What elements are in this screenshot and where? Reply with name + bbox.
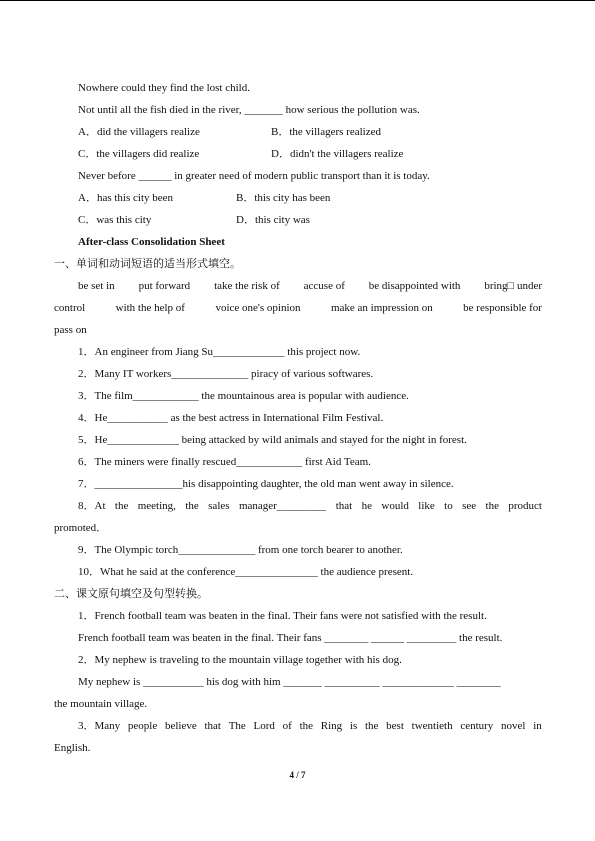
word-bank-item: be set in bbox=[78, 280, 115, 292]
option: B．this city has been bbox=[236, 192, 331, 204]
word: product bbox=[508, 500, 542, 512]
word-bank-item: pass on bbox=[54, 324, 87, 336]
word: 8．At bbox=[78, 500, 106, 512]
word: believe bbox=[164, 720, 197, 732]
word-bank-row-1 bbox=[78, 279, 542, 293]
question: 10．What he said at the conference_______________ the audience present. bbox=[78, 566, 414, 578]
word: that bbox=[204, 720, 221, 732]
word: people bbox=[127, 720, 158, 732]
word: best bbox=[386, 720, 404, 732]
question: 2．My nephew is traveling to the mountain village together with his dog. bbox=[78, 654, 402, 666]
word: see bbox=[462, 500, 477, 512]
question: 1．An engineer from Jiang Su_____________ this project now. bbox=[78, 346, 361, 358]
question bbox=[78, 499, 542, 513]
question: My nephew is ___________ his dog with him _______ __________ _____________ ________ bbox=[78, 676, 501, 688]
word: novel bbox=[501, 720, 526, 732]
word-bank-item: be disappointed with bbox=[368, 280, 461, 292]
question: 1．French football team was beaten in the final. Their fans were not satisfied with the result. bbox=[78, 610, 487, 622]
text-line: promoted． bbox=[54, 522, 108, 534]
page-number: 4 / 7 bbox=[289, 770, 306, 780]
word: century bbox=[460, 720, 494, 732]
option: C．was this city bbox=[78, 214, 152, 226]
word: meeting, bbox=[137, 500, 176, 512]
word: manager_________ bbox=[238, 500, 327, 512]
word: the bbox=[485, 500, 499, 512]
question bbox=[78, 719, 542, 733]
word: in bbox=[533, 720, 542, 732]
word: Ring bbox=[320, 720, 343, 732]
word: Lord bbox=[253, 720, 275, 732]
text-line: the mountain village. bbox=[54, 698, 148, 710]
word: the bbox=[114, 500, 129, 512]
word: like bbox=[418, 500, 435, 512]
option: C．the villagers did realize bbox=[78, 148, 200, 160]
word-bank-item: put forward bbox=[138, 280, 191, 292]
question: 2．Many IT workers______________ piracy of various softwares. bbox=[78, 368, 374, 380]
question: 5．He_____________ being attacked by wild animals and stayed for the night in forest. bbox=[78, 434, 467, 446]
word: that bbox=[335, 500, 353, 512]
option: B．the villagers realized bbox=[271, 126, 381, 138]
word: he bbox=[361, 500, 372, 512]
word-bank-item: be responsible for bbox=[463, 302, 542, 314]
word: The bbox=[228, 720, 246, 732]
word: the bbox=[299, 720, 314, 732]
word: 3．Many bbox=[78, 720, 121, 732]
section-title: 二、课文原句填空及句型转换。 bbox=[54, 588, 208, 600]
word-bank-row-2 bbox=[54, 301, 542, 315]
word-bank-item: voice one's opinion bbox=[215, 302, 301, 314]
question: 3．The film____________ the mountainous area is popular with audience. bbox=[78, 390, 409, 402]
option: A．did the villagers realize bbox=[78, 126, 200, 138]
word: would bbox=[381, 500, 409, 512]
question: 9．The Olympic torch______________ from one torch bearer to another. bbox=[78, 544, 403, 556]
top-rule bbox=[0, 0, 595, 1]
section-heading: After-class Consolidation Sheet bbox=[78, 236, 225, 248]
question: French football team was beaten in the final. Their fans ________ ______ _________ the result. bbox=[78, 632, 503, 644]
question: 7．________________his disappointing daughter, the old man went away in silence. bbox=[78, 478, 454, 490]
word-bank-item: control bbox=[54, 302, 86, 314]
section-title: 一、单词和动词短语的适当形式填空。 bbox=[54, 258, 241, 270]
word-bank-item: take the risk of bbox=[214, 280, 280, 292]
word-bank-item: accuse of bbox=[303, 280, 345, 292]
text-line: Never before ______ in greater need of modern public transport than it is today. bbox=[78, 170, 430, 182]
word-bank-item: make an impression on bbox=[330, 302, 433, 314]
word: to bbox=[444, 500, 453, 512]
question: 6．The miners were finally rescued____________ first Aid Team. bbox=[78, 456, 371, 468]
text-line: Not until all the fish died in the river, _______ how serious the pollution was. bbox=[78, 104, 420, 116]
word: twentieth bbox=[411, 720, 453, 732]
option: A．has this city been bbox=[78, 192, 174, 204]
word: is bbox=[349, 720, 358, 732]
word: the bbox=[364, 720, 379, 732]
option: D．didn't the villagers realize bbox=[271, 148, 404, 160]
word-bank-item: with the help of bbox=[115, 302, 185, 314]
text-line: Nowhere could they find the lost child. bbox=[78, 82, 250, 94]
option: D．this city was bbox=[236, 214, 310, 226]
word-bank-item: bring□ under bbox=[484, 280, 542, 292]
word: the bbox=[185, 500, 199, 512]
question: 4．He___________ as the best actress in International Film Festival. bbox=[78, 412, 384, 424]
word: of bbox=[282, 720, 292, 732]
word: sales bbox=[208, 500, 230, 512]
text-line: English. bbox=[54, 742, 91, 754]
